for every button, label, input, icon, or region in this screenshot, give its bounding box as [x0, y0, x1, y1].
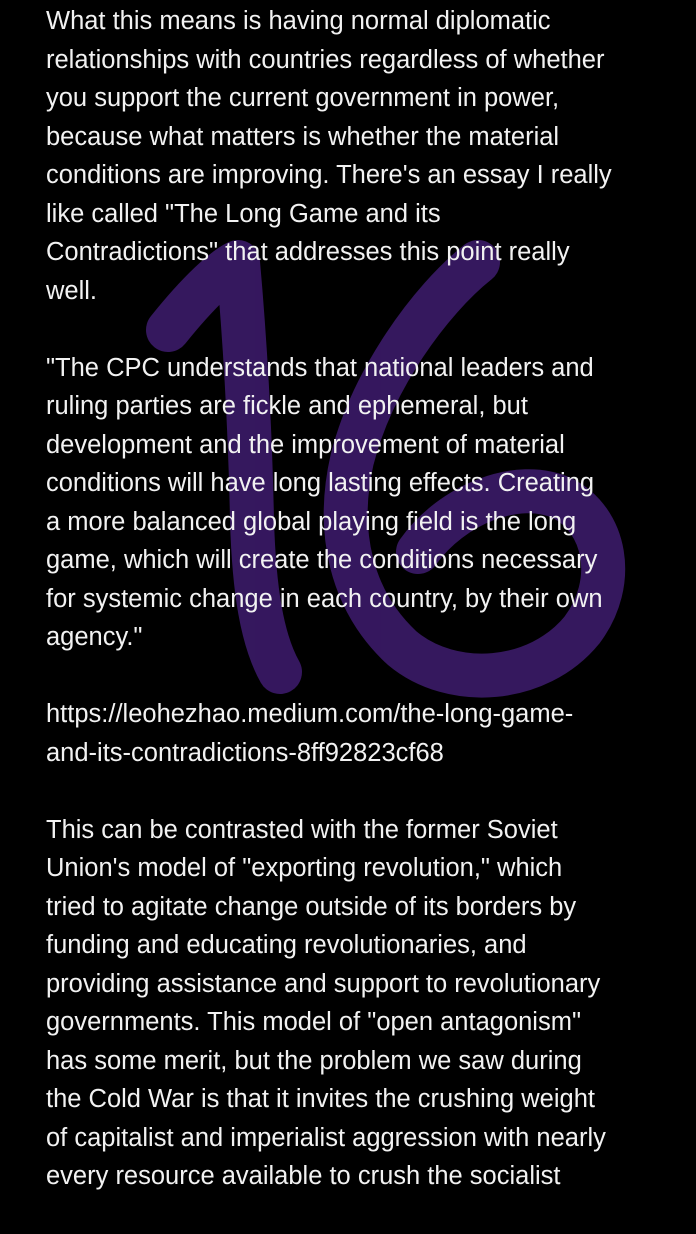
note-body	[46, 2, 666, 1234]
paragraph-diplomatic-relationships: What this means is having normal diplomatic relationships with countries regardless of whether you support the current government in power, because what matters is whether the material conditions are improving. There's an essay I really like called "The Long Game and its Contradictions" that addresses this point really well.	[46, 7, 612, 305]
paragraph-cpc-quote: "The CPC understands that national leaders and ruling parties are fickle and ephemeral, but development and the improvement of material conditions will have long lasting effects. Creating a more balanced global playing field is the long game, which will create the conditions necessary for systemic change in each country, by their own agency."	[46, 353, 603, 651]
essay-link[interactable]: https://leohezhao.medium.com/the-long-game- and-its-contradictions-8ff92823cf68	[46, 700, 574, 767]
paragraph-soviet-model: This can be contrasted with the former Soviet Union's model of "exporting revolution," which tried to agitate change outside of its borders by funding and educating revolutionaries, and providing assistance and support to revolutionary governments. This model of "open antagonism" has some merit, but the problem we saw during the Cold War is that it invites the crushing weight of capitalist and imperialist aggression with nearly every resource available to crush the socialist	[46, 815, 606, 1190]
